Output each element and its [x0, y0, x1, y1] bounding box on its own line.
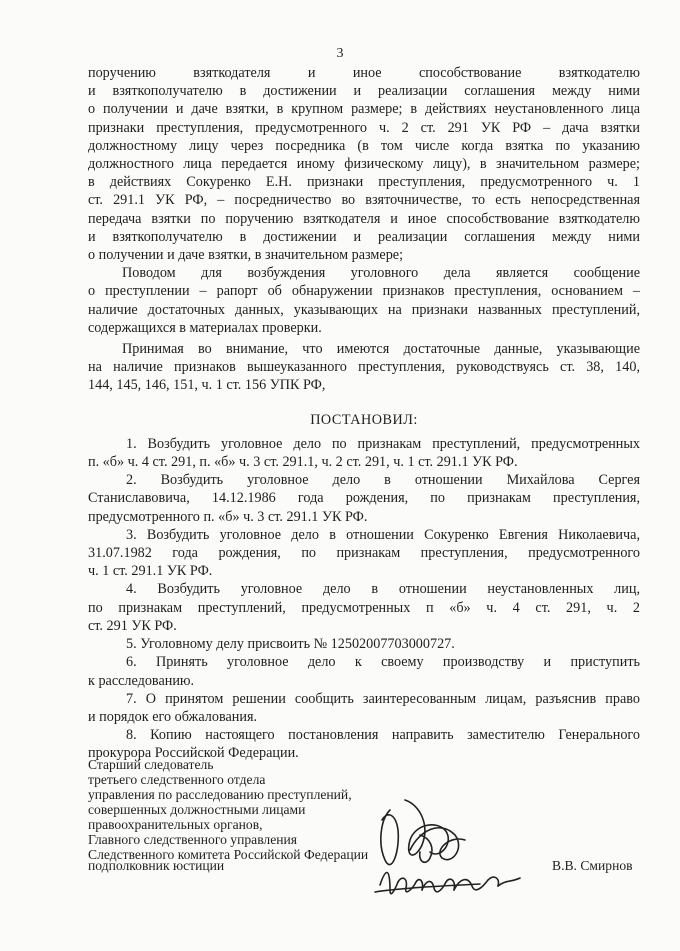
text-line: 6. Принять уголовное дело к своему производству и приступить	[126, 654, 640, 671]
text-line: 2. Возбудить уголовное дело в отношении Михайлова Сергея	[126, 472, 640, 489]
paragraph-findings	[88, 64, 640, 264]
text-line: 7. О принятом решении сообщить заинтересованным лицам, разъяснив право	[126, 690, 640, 707]
resolution-item-4	[88, 580, 640, 635]
text-line: третьего следственного отдела	[88, 772, 266, 787]
text-line: ст. 291.1 УК РФ, – посредничество во взяточничестве, то есть непосредственная	[88, 192, 640, 209]
text-line: 3. Возбудить уголовное дело в отношении Сокуренко Евгения Николаевича,	[126, 526, 640, 543]
text-line: по признакам преступлений, предусмотренных п «б» ч. 4 ст. 291, ч. 2	[88, 599, 640, 616]
text-line: к расследованию.	[88, 672, 195, 689]
text-line: Следственного комитета Российской Федерации	[88, 847, 369, 862]
text-line: п. «б» ч. 4 ст. 291, п. «б» ч. 3 ст. 291.1, ч. 2 ст. 291, ч. 1 ст. 291.1 УК РФ.	[88, 454, 518, 471]
text-line: должностному лицу через посредника (в том числе когда взятка по указанию	[88, 137, 640, 154]
signatory-name: В.В. Смирнов	[552, 858, 633, 873]
text-line: Принимая во внимание, что имеются достаточные данные, указывающие	[122, 341, 640, 358]
text-line: 31.07.1982 года рождения, по признакам преступления, предусмотренного	[88, 545, 640, 562]
text-line: поручению взяткодателя и иное способствование взяткодателю	[88, 65, 640, 81]
handwritten-signature	[360, 790, 530, 910]
text-line: Поводом для возбуждения уголовного дела является сообщение	[122, 265, 640, 282]
text-line: предусмотренного п. «б» ч. 3 ст. 291.1 УК РФ.	[88, 508, 368, 525]
resolution-item-6	[88, 653, 640, 689]
page-number: 3	[336, 46, 344, 61]
resolution-heading: ПОСТАНОВИЛ:	[310, 411, 418, 428]
text-line: наличие достаточных данных, указывающих на признаки названных преступлений,	[88, 301, 640, 318]
text-line: прокурора Российской Федерации.	[88, 745, 299, 762]
resolution-item-1	[88, 435, 640, 471]
text-line: правоохранительных органов,	[88, 817, 263, 832]
text-line: Главного следственного управления	[88, 832, 298, 847]
text-line: содержащихся в материалах проверки.	[88, 319, 322, 336]
paragraph-grounds	[88, 264, 640, 337]
text-line: и взяткополучателю в достижении и реализации соглашения между ними	[88, 228, 640, 245]
text-line: признаки преступления, предусмотренного ч. 2 ст. 291 УК РФ – дача взятки	[88, 119, 640, 136]
text-line: 4. Возбудить уголовное дело в отношении неустановленных лиц,	[126, 581, 640, 598]
resolution-item-3	[88, 526, 640, 581]
text-line: 8. Копию настоящего постановления направить заместителю Генерального	[126, 727, 640, 744]
text-line: ч. 1 ст. 291.1 УК РФ.	[88, 563, 213, 580]
resolution-item-5	[88, 635, 640, 653]
text-line: 144, 145, 146, 151, ч. 1 ст. 156 УПК РФ,	[88, 377, 326, 394]
signatory-rank: подполковник юстиции	[88, 858, 225, 873]
text-line: о получении и даче взятки, в значительном размере;	[88, 247, 404, 264]
text-line: ст. 291 УК РФ.	[88, 617, 177, 634]
text-line: и порядок его обжалования.	[88, 708, 258, 725]
text-line: в действиях Сокуренко Е.Н. признаки преступления, предусмотренного ч. 1	[88, 174, 640, 191]
text-line: на наличие признаков вышеуказанного преступления, руководствуясь ст. 38, 140,	[88, 359, 640, 376]
resolution-item-7	[88, 690, 640, 726]
text-line: о преступлении – рапорт об обнаружении признаков преступления, основанием –	[88, 283, 640, 300]
text-line: Старший следователь	[88, 757, 214, 772]
document-body	[88, 64, 640, 763]
text-line: должностного лица передается иному физическому лицу), в значительном размере;	[88, 156, 640, 173]
resolution-items	[88, 435, 640, 763]
text-line: Станиславовича, 14.12.1986 года рождения, по признакам преступления,	[88, 490, 640, 507]
text-line: 5. Уголовному делу присвоить № 12502007703000727.	[126, 636, 455, 653]
text-line: и взяткополучателю в достижении и реализации соглашения между ними	[88, 83, 640, 100]
text-line: о получении и даче взятки, в крупном размере; в действиях неустановленного лица	[88, 101, 640, 118]
paragraph-considering	[88, 340, 640, 395]
signatory-position	[88, 757, 368, 862]
text-line: передача взятки по поручению взяткодателя и иное способствование взяткодателю	[88, 210, 640, 227]
resolution-item-2	[88, 471, 640, 526]
text-line: управления по расследованию преступлений,	[88, 787, 352, 802]
text-line: 1. Возбудить уголовное дело по признакам преступлений, предусмотренных	[126, 435, 640, 452]
text-line: совершенных должностными лицами	[88, 802, 306, 817]
